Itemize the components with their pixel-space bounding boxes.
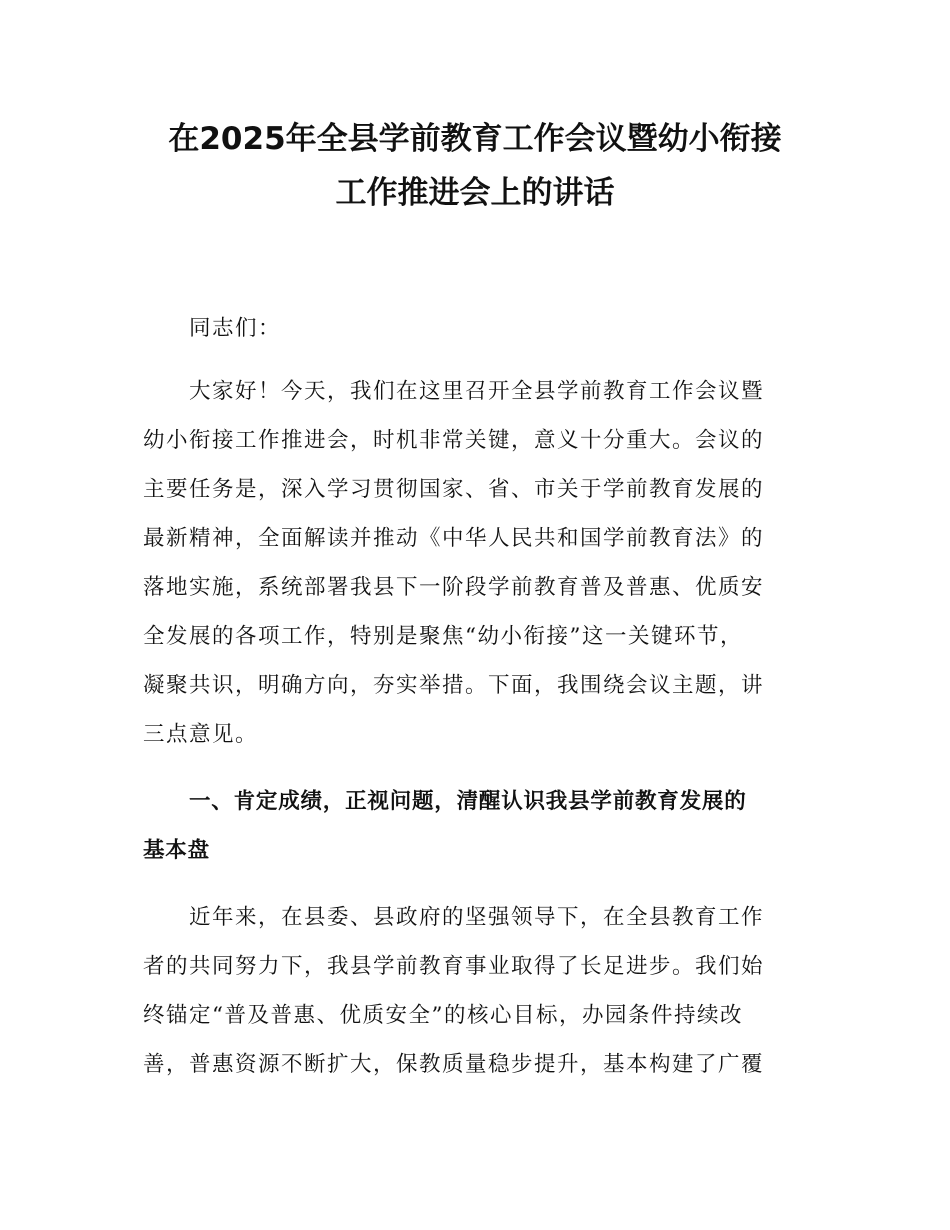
intro-line: 最新精神，全面解读并推动《中华人民共和国学前教育法》的	[143, 526, 765, 551]
intro-line: 全发展的各项工作，特别是聚焦“幼小衔接”这一关键环节，	[143, 624, 743, 649]
salutation: 同志们：	[189, 316, 282, 341]
intro-line: 三点意见。	[143, 722, 259, 747]
intro-line: 落地实施，系统部署我县下一阶段学前教育普及普惠、优质安	[143, 575, 765, 600]
document-title	[130, 112, 820, 220]
intro-paragraph	[143, 367, 810, 759]
section-line: 近年来，在县委、县政府的坚强领导下，在全县教育工作	[189, 905, 765, 930]
section-1-paragraph	[143, 893, 810, 1089]
intro-line: 大家好！今天，我们在这里召开全县学前教育工作会议暨	[189, 379, 765, 404]
intro-line: 幼小衔接工作推进会，时机非常关键，意义十分重大。会议的	[143, 428, 765, 453]
intro-line: 凝聚共识，明确方向，夯实举措。下面，我围绕会议主题，讲	[143, 673, 765, 698]
section-line: 者的共同努力下，我县学前教育事业取得了长足进步。我们始	[143, 954, 765, 979]
section-heading-line: 一、肯定成绩，正视问题，清醒认识我县学前教育发展的	[189, 789, 747, 814]
title-line-1: 在2025年全县学前教育工作会议暨幼小衔接	[168, 121, 782, 157]
section-line: 终锚定“普及普惠、优质安全”的核心目标，办园条件持续改	[143, 1003, 743, 1028]
section-line: 善，普惠资源不断扩大，保教质量稳步提升，基本构建了广覆	[143, 1052, 765, 1077]
section-heading-line: 基本盘	[143, 838, 210, 863]
intro-line: 主要任务是，深入学习贯彻国家、省、市关于学前教育发展的	[143, 477, 765, 502]
section-1-heading	[143, 777, 810, 875]
title-line-2: 工作推进会上的讲话	[335, 175, 615, 211]
